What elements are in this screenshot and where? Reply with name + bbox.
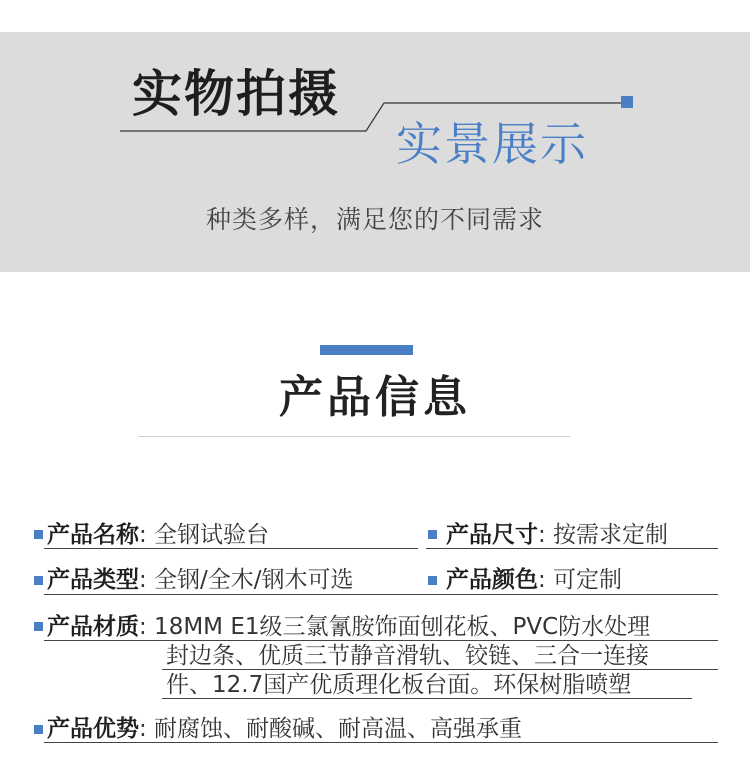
- spec-material-underline-3: [162, 698, 692, 699]
- spec-name: [47, 520, 269, 550]
- spec-advantage-underline: [44, 742, 718, 743]
- spec-size-value: : 按需求定制: [538, 522, 669, 548]
- spec-material-line3: 件、12.7国产优质理化板台面。环保树脂喷塑: [166, 672, 632, 698]
- spec-size: [446, 520, 668, 550]
- spec-type: [47, 565, 354, 595]
- spec-advantage: [47, 714, 522, 744]
- spec-advantage-label: 产品优势: [47, 716, 139, 742]
- bullet-icon: [428, 576, 437, 585]
- section-accent-bar: [320, 345, 413, 355]
- bullet-icon: [428, 530, 437, 539]
- bullet-icon: [34, 725, 43, 734]
- spec-name-underline: [44, 548, 418, 549]
- spec-material: [47, 612, 650, 642]
- spec-size-underline: [426, 548, 718, 549]
- spec-name-label: 产品名称: [47, 522, 139, 548]
- spec-type-label: 产品类型: [47, 567, 139, 593]
- banner-tagline: 种类多样，满足您的不同需求: [205, 205, 544, 234]
- spec-type-value: : 全钢/全木/钢木可选: [139, 567, 354, 593]
- banner-subtitle: 实景展示: [396, 117, 588, 171]
- bullet-icon: [34, 622, 43, 631]
- spec-type-underline: [44, 594, 718, 595]
- spec-color: [446, 565, 622, 595]
- spec-material-line1: : 18MM E1级三氯氰胺饰面刨花板、PVC防水处理: [139, 614, 651, 640]
- spec-size-label: 产品尺寸: [446, 522, 538, 548]
- spec-color-value: : 可定制: [538, 567, 623, 593]
- banner-title: 实物拍摄: [132, 65, 340, 123]
- section-divider: [138, 436, 570, 437]
- spec-name-value: : 全钢试验台: [139, 522, 270, 548]
- spec-color-label: 产品颜色: [446, 567, 538, 593]
- spec-advantage-value: : 耐腐蚀、耐酸碱、耐高温、高强承重: [139, 716, 523, 742]
- banner-accent-square: [621, 96, 633, 108]
- bullet-icon: [34, 530, 43, 539]
- section-title: 产品信息: [279, 372, 471, 423]
- spec-material-line2: 封边条、优质三节静音滑轨、铰链、三合一连接: [166, 643, 649, 669]
- spec-material-label: 产品材质: [47, 614, 139, 640]
- bullet-icon: [34, 576, 43, 585]
